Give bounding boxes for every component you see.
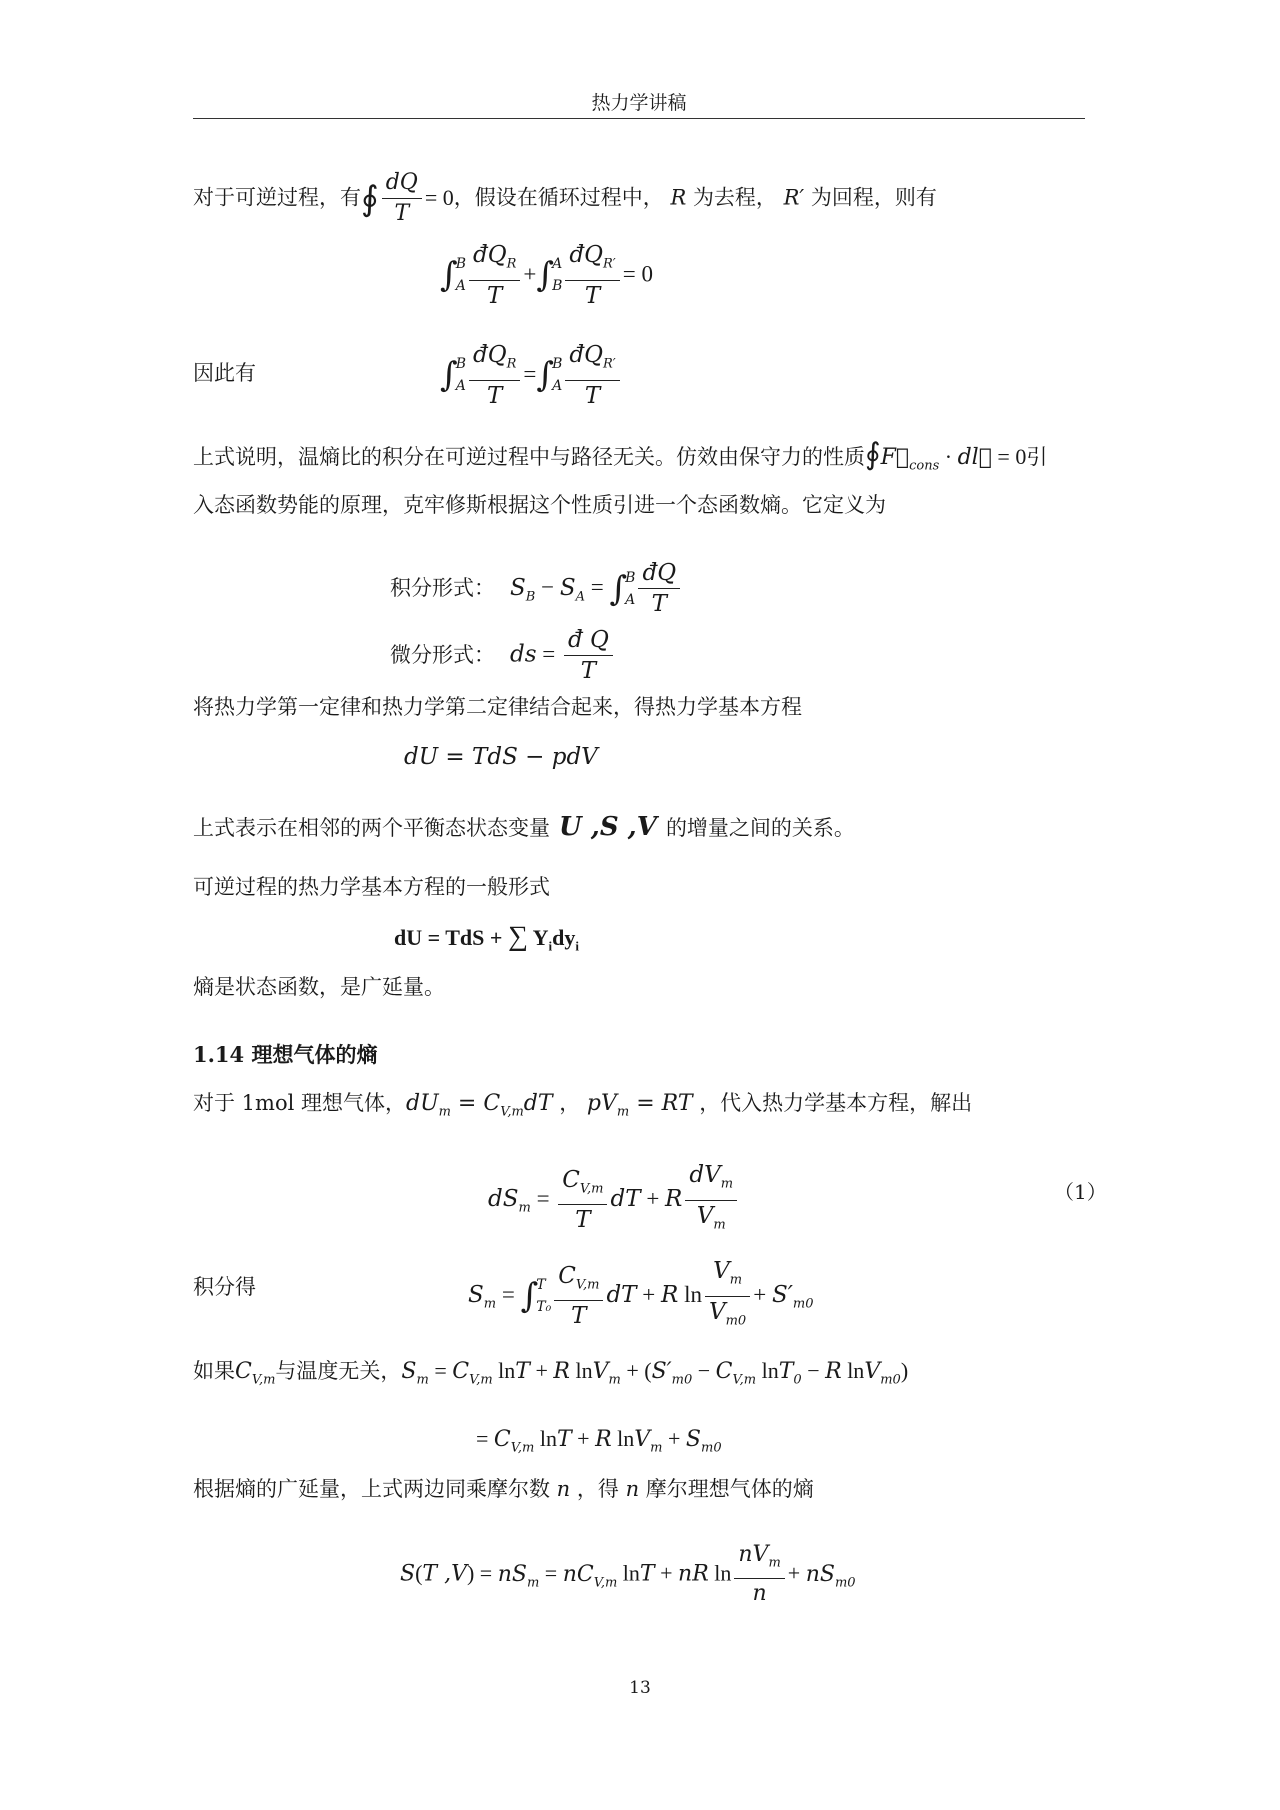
label-integral-form: 积分形式： xyxy=(390,576,495,600)
running-header: 热力学讲稿 xyxy=(591,92,687,114)
equation-fundamental: dU = TdS − pdV xyxy=(404,744,598,770)
paragraph-n-moles: 根据熵的广延量，上式两边同乘摩尔数 n ，得 n 摩尔理想气体的熵 xyxy=(193,1477,814,1501)
paragraph-integrate: 积分得 xyxy=(193,1275,256,1299)
equation-Sm-simplified: = $C_{V,m}$ lnT + R $\ln V_m + S_{m0}$ xyxy=(476,1426,722,1456)
label-differential-form: 微分形式： xyxy=(390,643,495,667)
equation-general-form: dU = TdS + ∑ $Y_idy_i$ xyxy=(394,921,579,954)
equation-S-TV: S(T $,V) = nS_m = nC_{V,m}$ lnT + nR ln $\frac{nV_m}{n}$ + $nS_{m0}$ xyxy=(400,1540,856,1609)
page-number: 13 xyxy=(629,1678,651,1698)
paragraph-constant-cv: 如果$C_{V,m}$与温度无关，$S_m = C_{V,m}$ lnT + R $\ln V_m + (S'_{m0} - C_{V,m}$ lnT$_0$ − R lnV$_{m0}$) xyxy=(193,1358,909,1388)
paragraph-path-independent: 上式说明，温熵比的积分在可逆过程中与路径无关。仿效由保守力的性质$∮F⃗_{cons}$ · dl⃗ = 0引 xyxy=(193,438,1048,474)
equation-integral-form: $S_B - S_A$ = ∫ B A $\frac{đQ}{T}$ xyxy=(510,558,683,619)
header-rule xyxy=(193,118,1085,119)
paragraph-entropy-def: 入态函数势能的原理，克牢修斯根据这个性质引进一个态函数熵。它定义为 xyxy=(193,493,886,517)
paragraph-combine-laws: 将热力学第一定律和热力学第二定律结合起来，得热力学基本方程 xyxy=(193,695,802,719)
equation-differential-form: ds = $\frac{\text{đ Q}}{T}$ xyxy=(510,625,616,686)
equation-dSm: $dS_m$ = $\frac{C_{V,m}}{T}$ dT + R $\frac{dV_m}{V_m}$ xyxy=(488,1160,740,1240)
equation-loop-sum: ∫ B A $\frac{đQ_R}{T}$ +∫ A B $\frac{đQ_{R'}}{T}$ = 0 xyxy=(440,242,653,309)
paragraph-therefore: 因此有 xyxy=(193,361,256,385)
equation-Sm-integral: $S_m$ = ∫ T T₀ $\frac{C_{V,m}}{T}$ dT + R ln $\frac{V_m}{V_{m0}}$ + $S'_{m0}$ xyxy=(468,1256,814,1336)
equation-path-independence: ∫ B A $\frac{đQ_R}{T}$ =∫ B A $\frac{đQ_{R'}}{T}$ xyxy=(440,340,623,411)
section-heading: 1.14 理想气体的熵 xyxy=(193,1042,378,1067)
paragraph-reversible: 对于可逆过程，有∮ $\frac{dQ}{T}$ = 0，假设在循环过程中， R 为去程， R′ 为回程，则有 xyxy=(193,168,937,229)
cyclic-integral-eq: ∮ $\frac{dQ}{T}$ = 0 xyxy=(361,186,454,211)
paragraph-ideal-gas: 对于 1mol 理想气体，$dU_m = C_{V,m}dT$ ， $pV_m$ = RT ，代入热力学基本方程，解出 xyxy=(193,1091,973,1120)
equation-number: （1） xyxy=(1054,1180,1107,1204)
paragraph-state-variables: 上式表示在相邻的两个平衡态状态变量 U ,S ,V 的增量之间的关系。 xyxy=(193,812,855,842)
paragraph-extensive: 熵是状态函数，是广延量。 xyxy=(193,975,445,999)
paragraph-general-form: 可逆过程的热力学基本方程的一般形式 xyxy=(193,875,550,899)
conservative-force-eq: $∮F⃗_{cons}$ · dl⃗ = 0 xyxy=(865,438,1027,474)
